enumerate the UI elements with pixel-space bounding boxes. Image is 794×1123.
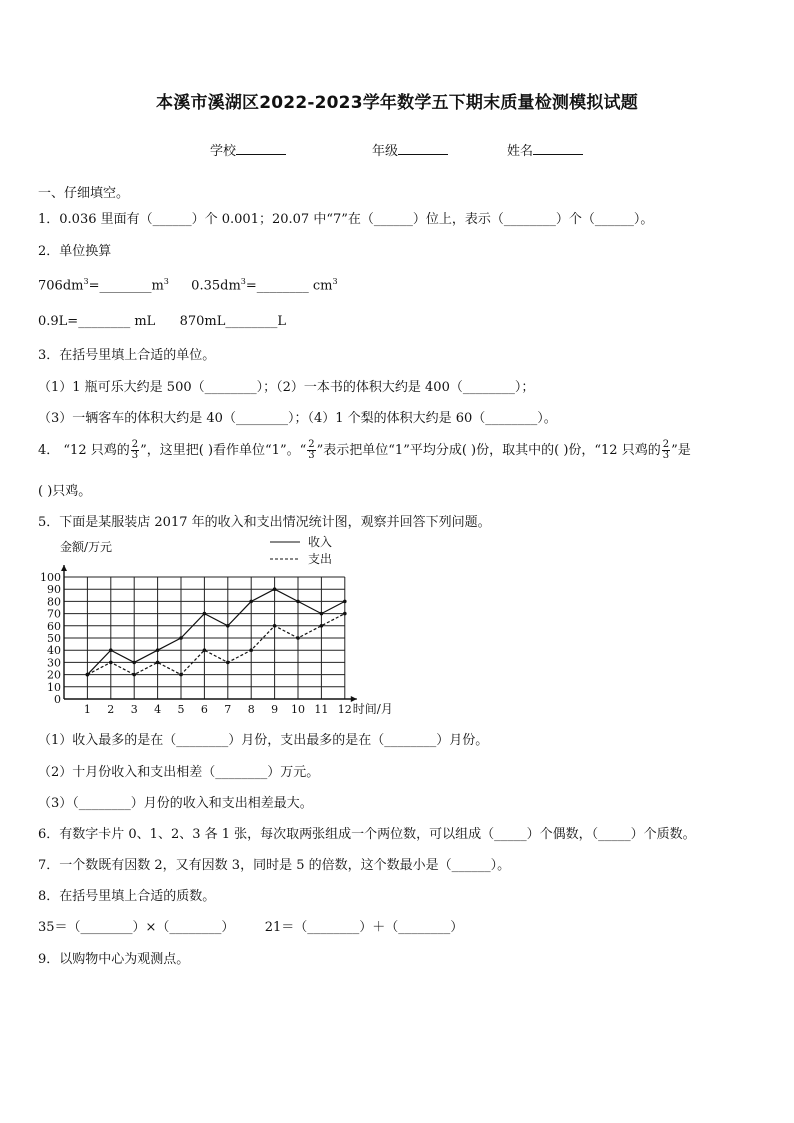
q2-d: 870mL________L (179, 314, 286, 329)
x-tick-label: 1 (83, 703, 91, 716)
fraction: $\frac{2}{3}$ (131, 439, 139, 461)
data-point (343, 612, 347, 616)
series-line (87, 614, 344, 675)
q2-a-right: =________m (88, 278, 164, 294)
question-3-row-1: （1）1 瓶可乐大约是 500（________）；（2）一本书的体积大约是 400（________）； (38, 380, 535, 395)
data-point (109, 648, 113, 652)
y-tick-label: 100 (40, 571, 61, 584)
school-label: 学校 (210, 144, 237, 159)
question-5-2: （2）十月份收入和支出相差（________）万元。 (38, 765, 320, 780)
y-tick-label: 30 (47, 656, 61, 670)
y-tick-label: 50 (47, 632, 61, 645)
data-point (179, 636, 183, 640)
y-tick-label: 20 (47, 668, 61, 682)
data-point (320, 612, 324, 616)
y-tick-label: 80 (47, 595, 61, 609)
x-tick-label: 5 (177, 703, 185, 716)
name-label: 姓名 (507, 144, 534, 159)
q2-b-left: 0.35dm (191, 278, 241, 294)
grade-label: 年级 (372, 144, 399, 159)
data-point (343, 600, 347, 604)
fraction: $\frac{2}{3}$ (308, 439, 315, 461)
data-point (156, 648, 160, 652)
grade-field (372, 140, 448, 159)
legend-label: 支出 (308, 552, 333, 566)
y-tick-label: 10 (47, 680, 61, 694)
grade-blank[interactable] (398, 141, 448, 155)
x-tick-label: 12 (337, 703, 352, 716)
q2-c: 0.9L=________ mL (38, 314, 156, 329)
y-axis-arrow (61, 565, 67, 571)
q2-b-sup2: 3 (332, 277, 338, 286)
data-point (249, 600, 253, 604)
data-point (86, 673, 90, 677)
q4-part3: ”表示把单位“1”平均分成( )份，取其中的( )份，“12 只鸡的 (316, 443, 661, 458)
data-point (132, 661, 136, 665)
x-tick-label: 3 (130, 703, 138, 716)
question-5-1: （1）收入最多的是在（________）月份，支出最多的是在（________）月份。 (38, 733, 489, 748)
question-2: 2．单位换算 (38, 244, 112, 259)
question-7: 7．一个数既有因数 2，又有因数 3，同时是 5 的倍数，这个数最小是（______）。 (38, 858, 511, 873)
q2-a-left: 706dm (38, 278, 84, 294)
series-line (87, 589, 344, 674)
question-8: 8．在括号里填上合适的质数。 (38, 889, 216, 904)
data-point (109, 661, 113, 665)
question-6: 6．有数字卡片 0、1、2、3 各 1 张，每次取两张组成一个两位数，可以组成（_____）个偶数，（_____）个质数。 (38, 827, 696, 842)
q2-b-sup1: 3 (240, 277, 246, 286)
x-tick-label: 8 (247, 703, 255, 716)
data-point (273, 587, 277, 591)
q4-part4: ”是 (671, 443, 691, 458)
question-5: 5．下面是某服装店 2017 年的收入和支出情况统计图，观察并回答下列问题。 (38, 515, 491, 530)
q8-b: 21＝（________）＋（________） (264, 920, 464, 935)
data-point (320, 624, 324, 628)
question-1: 1．0.036 里面有（______）个 0.001；20.07 中“7”在（______）位上，表示（________）个（______）。 (38, 212, 654, 227)
x-tick-label: 2 (107, 703, 115, 716)
data-point (273, 624, 277, 628)
data-point (296, 600, 300, 604)
question-5-3: （3）（________）月份的收入和支出相差最大。 (38, 796, 313, 811)
q4-part1: 4． “12 只鸡的 (38, 443, 130, 458)
question-3: 3．在括号里填上合适的单位。 (38, 348, 216, 363)
data-point (226, 661, 230, 665)
q2-a-sup2: 3 (163, 277, 169, 286)
fraction: $\frac{2}{3}$ (662, 439, 670, 461)
q2-a-sup1: 3 (83, 277, 89, 286)
x-tick-label: 4 (154, 703, 162, 716)
y-tick-label: 0 (54, 693, 61, 706)
x-axis-label: 时间/月 (352, 702, 393, 716)
question-2-row-1 (38, 277, 338, 293)
data-point (156, 661, 160, 665)
question-3-row-2: （3）一辆客车的体积大约是 40（________）；（4）1 个梨的体积大约是 60（________）。 (38, 411, 557, 426)
data-point (132, 673, 136, 677)
data-point (203, 612, 207, 616)
x-tick-label: 10 (291, 703, 305, 716)
data-point (249, 648, 253, 652)
question-2-row-2 (38, 314, 286, 329)
q8-a: 35＝（________）×（________） (38, 920, 235, 935)
page-title: 本溪市溪湖区2022-2023学年数学五下期末质量检测模拟试题 (156, 93, 638, 113)
y-tick-label: 70 (47, 607, 61, 621)
question-4-cont: ( )只鸡。 (38, 484, 92, 499)
question-8-row (38, 916, 463, 935)
y-tick-label: 40 (47, 644, 61, 658)
name-field (507, 140, 583, 159)
y-tick-label: 90 (47, 583, 61, 597)
data-point (179, 673, 183, 677)
y-tick-label: 60 (47, 619, 61, 633)
y-axis-label: 金额/万元 (60, 540, 113, 554)
data-point (296, 636, 300, 640)
question-9: 9．以购物中心为观测点。 (38, 952, 190, 967)
question-4 (38, 439, 691, 461)
name-blank[interactable] (533, 141, 583, 155)
income-expense-chart (38, 535, 418, 720)
q4-part2: ”，这里把( )看作单位“1”。“ (140, 443, 307, 458)
legend-label: 收入 (308, 535, 333, 549)
x-tick-label: 6 (200, 703, 208, 716)
x-tick-label: 7 (224, 703, 232, 716)
data-point (226, 624, 230, 628)
school-blank[interactable] (236, 141, 286, 155)
school-field (210, 140, 286, 159)
x-tick-label: 9 (271, 703, 279, 716)
x-tick-label: 11 (314, 703, 329, 716)
q2-b-right: =________ cm (245, 278, 333, 294)
data-point (203, 648, 207, 652)
section-heading: 一、仔细填空。 (38, 186, 130, 201)
